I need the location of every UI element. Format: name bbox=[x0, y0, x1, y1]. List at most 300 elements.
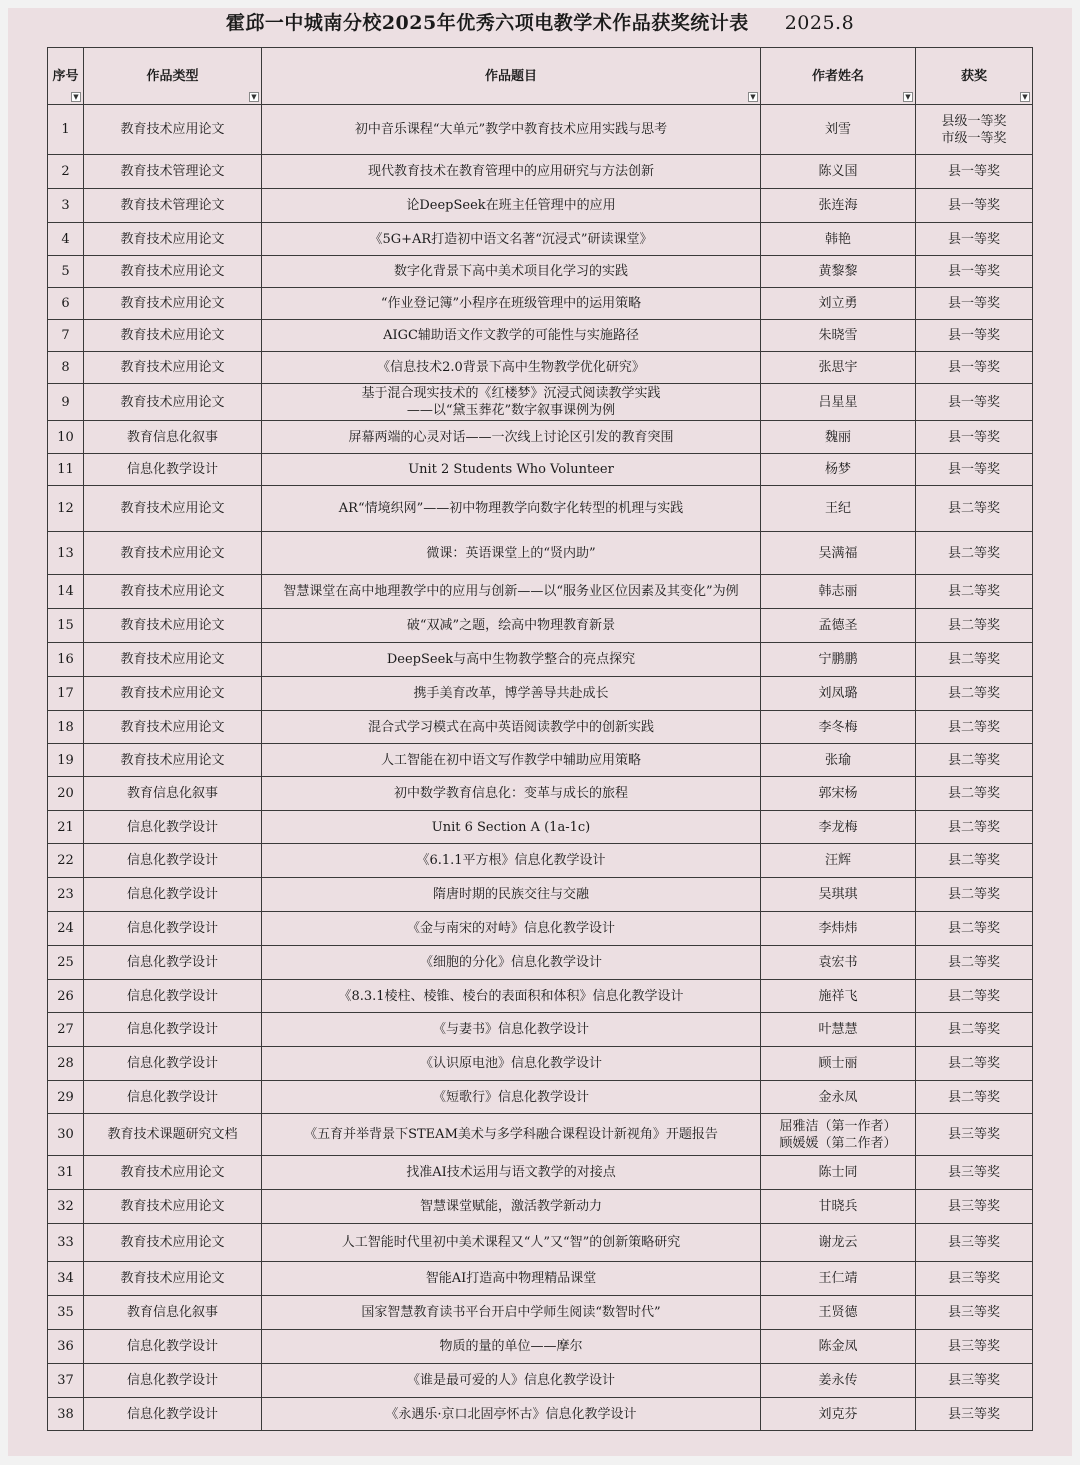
cell-award-line: 县二等奖 bbox=[947, 752, 1000, 768]
award-table bbox=[47, 47, 1033, 1431]
cell-title-line: Unit 6 Section A (1a-1c) bbox=[431, 819, 591, 835]
table-row bbox=[48, 454, 1033, 486]
cell-no[interactable]: 21 bbox=[48, 811, 84, 844]
cell-author-line: 刘凤璐 bbox=[818, 686, 858, 701]
cell-title-line: 数字化背景下高中美术项目化学习的实践 bbox=[393, 264, 628, 279]
cell-author-line: 孟德圣 bbox=[818, 618, 858, 633]
cell-author[interactable] bbox=[761, 189, 916, 223]
cell-title-line: 物质的量的单位——摩尔 bbox=[439, 1339, 583, 1354]
table-row bbox=[48, 223, 1033, 256]
cell-type[interactable]: 教育技术应用论文 bbox=[84, 711, 262, 744]
cell-type[interactable]: 信息化教学设计 bbox=[84, 811, 262, 844]
cell-author[interactable] bbox=[761, 1364, 916, 1398]
page-title bbox=[0, 8, 1080, 35]
table-row bbox=[48, 1224, 1033, 1262]
table-body bbox=[48, 105, 1033, 1431]
cell-type[interactable]: 教育技术应用论文 bbox=[84, 288, 262, 320]
cell-no[interactable]: 12 bbox=[48, 486, 84, 532]
cell-title-line: 初中音乐课程“大单元”教学中教育技术应用实践与思考 bbox=[354, 122, 668, 137]
cell-award-line: 县三等奖 bbox=[947, 1199, 1000, 1214]
cell-award[interactable] bbox=[916, 1190, 1033, 1224]
cell-no[interactable]: 3 bbox=[48, 189, 84, 223]
cell-title[interactable] bbox=[262, 878, 761, 912]
table-row bbox=[48, 609, 1033, 643]
cell-no[interactable]: 15 bbox=[48, 609, 84, 643]
cell-title-line: 屏幕两端的心灵对话——一次线上讨论区引发的教育突围 bbox=[348, 429, 674, 445]
cell-award[interactable] bbox=[916, 384, 1033, 421]
cell-title[interactable] bbox=[262, 1364, 761, 1398]
cell-award[interactable] bbox=[916, 1330, 1033, 1364]
cell-type[interactable]: 教育技术应用论文 bbox=[84, 1156, 262, 1190]
cell-award-line: 县二等奖 bbox=[947, 1089, 1000, 1105]
cell-award-line: 县二等奖 bbox=[947, 501, 1000, 516]
cell-award[interactable] bbox=[916, 256, 1033, 288]
cell-type[interactable]: 教育技术应用论文 bbox=[84, 1262, 262, 1296]
cell-type[interactable]: 教育技术应用论文 bbox=[84, 223, 262, 256]
cell-no[interactable]: 13 bbox=[48, 532, 84, 575]
cell-award-line: 县级一等奖 bbox=[941, 113, 1007, 129]
cell-no[interactable]: 31 bbox=[48, 1156, 84, 1190]
cell-no[interactable]: 18 bbox=[48, 711, 84, 744]
cell-title-line: 《8.3.1棱柱、棱锥、棱台的表面积和体积》信息化教学设计 bbox=[338, 988, 684, 1004]
filter-dropdown-icon[interactable]: ▼ bbox=[1020, 92, 1030, 102]
cell-title[interactable] bbox=[262, 1190, 761, 1224]
cell-author[interactable] bbox=[761, 878, 916, 912]
cell-author-line: 吕星星 bbox=[818, 394, 858, 410]
cell-author[interactable] bbox=[761, 1398, 916, 1431]
cell-no[interactable]: 6 bbox=[48, 288, 84, 320]
cell-no[interactable]: 8 bbox=[48, 352, 84, 384]
cell-no[interactable]: 22 bbox=[48, 844, 84, 878]
cell-award-line: 县一等奖 bbox=[947, 296, 1000, 311]
cell-title[interactable] bbox=[262, 643, 761, 677]
cell-title-line: 《5G+AR打造初中语文名著“沉浸式”研读课堂》 bbox=[369, 231, 653, 247]
cell-award-line: 县二等奖 bbox=[947, 786, 1000, 801]
cell-title[interactable] bbox=[262, 980, 761, 1013]
cell-title[interactable] bbox=[262, 1262, 761, 1296]
cell-award-line: 县一等奖 bbox=[947, 164, 1000, 179]
cell-award-line: 县二等奖 bbox=[947, 545, 1000, 561]
cell-title-line: 隋唐时期的民族交往与交融 bbox=[432, 887, 589, 902]
cell-no[interactable]: 30 bbox=[48, 1114, 84, 1156]
table-row bbox=[48, 105, 1033, 155]
cell-title-line: 智能AI打造高中物理精品课堂 bbox=[425, 1271, 597, 1286]
cell-award[interactable] bbox=[916, 486, 1033, 532]
cell-award-line: 县二等奖 bbox=[947, 819, 1000, 835]
cell-type[interactable]: 信息化教学设计 bbox=[84, 1081, 262, 1114]
cell-title[interactable] bbox=[262, 1047, 761, 1081]
cell-type[interactable]: 教育技术应用论文 bbox=[84, 575, 262, 609]
table-row bbox=[48, 486, 1033, 532]
cell-type[interactable]: 信息化教学设计 bbox=[84, 946, 262, 980]
cell-title[interactable] bbox=[262, 189, 761, 223]
cell-author-line: 李冬梅 bbox=[818, 719, 858, 735]
cell-award[interactable] bbox=[916, 288, 1033, 320]
cell-type[interactable]: 信息化教学设计 bbox=[84, 878, 262, 912]
cell-no[interactable]: 38 bbox=[48, 1398, 84, 1431]
cell-author[interactable] bbox=[761, 532, 916, 575]
cell-title[interactable] bbox=[262, 912, 761, 946]
cell-award[interactable] bbox=[916, 1398, 1033, 1431]
cell-type[interactable]: 教育信息化叙事 bbox=[84, 777, 262, 811]
cell-author[interactable] bbox=[761, 946, 916, 980]
cell-author-line: 袁宏书 bbox=[818, 955, 858, 970]
cell-author[interactable] bbox=[761, 421, 916, 454]
cell-title[interactable] bbox=[262, 677, 761, 711]
cell-award[interactable] bbox=[916, 844, 1033, 878]
cell-type[interactable]: 教育技术应用论文 bbox=[84, 486, 262, 532]
cell-award-line: 县一等奖 bbox=[947, 394, 1000, 410]
cell-title[interactable] bbox=[262, 105, 761, 155]
cell-title[interactable] bbox=[262, 744, 761, 777]
cell-author[interactable] bbox=[761, 811, 916, 844]
cell-author-line: 甘晓兵 bbox=[818, 1199, 858, 1214]
cell-author[interactable] bbox=[761, 980, 916, 1013]
cell-title[interactable] bbox=[262, 1224, 761, 1262]
cell-author[interactable] bbox=[761, 454, 916, 486]
cell-award[interactable] bbox=[916, 777, 1033, 811]
table-row bbox=[48, 946, 1033, 980]
cell-award[interactable] bbox=[916, 320, 1033, 352]
cell-no[interactable]: 37 bbox=[48, 1364, 84, 1398]
cell-award[interactable] bbox=[916, 421, 1033, 454]
cell-no[interactable]: 26 bbox=[48, 980, 84, 1013]
table-row bbox=[48, 1190, 1033, 1224]
cell-author[interactable] bbox=[761, 155, 916, 189]
cell-no[interactable]: 14 bbox=[48, 575, 84, 609]
cell-award[interactable] bbox=[916, 980, 1033, 1013]
cell-type[interactable]: 教育信息化叙事 bbox=[84, 1296, 262, 1330]
cell-award[interactable] bbox=[916, 532, 1033, 575]
cell-author[interactable] bbox=[761, 1047, 916, 1081]
cell-author[interactable] bbox=[761, 777, 916, 811]
col-header-type: 作品类型 ▼ bbox=[84, 48, 262, 105]
cell-author[interactable] bbox=[761, 223, 916, 256]
cell-award-line: 市级一等奖 bbox=[941, 130, 1007, 146]
cell-title-line: 《信息技术2.0背景下高中生物教学优化研究》 bbox=[377, 360, 645, 375]
cell-author-line: 朱晓雪 bbox=[818, 328, 858, 343]
cell-title-line: 携手美育改革，博学善导共赴成长 bbox=[413, 686, 609, 701]
cell-title[interactable] bbox=[262, 352, 761, 384]
table-row bbox=[48, 1364, 1033, 1398]
cell-author-line: 韩志丽 bbox=[818, 584, 858, 599]
cell-title[interactable] bbox=[262, 1330, 761, 1364]
col-header-title: 作品题目 ▼ bbox=[262, 48, 761, 105]
cell-title-line: AR“情境织网”——初中物理教学向数字化转型的机理与实践 bbox=[338, 501, 684, 516]
cell-author[interactable] bbox=[761, 105, 916, 155]
cell-award[interactable] bbox=[916, 575, 1033, 609]
table-row bbox=[48, 1156, 1033, 1190]
table-row bbox=[48, 421, 1033, 454]
table-row bbox=[48, 352, 1033, 384]
cell-author[interactable] bbox=[761, 1330, 916, 1364]
cell-no[interactable]: 4 bbox=[48, 223, 84, 256]
cell-title-line: 《金与南宋的对峙》信息化教学设计 bbox=[406, 921, 615, 936]
cell-title-line: 《永遇乐·京口北固亭怀古》信息化教学设计 bbox=[385, 1406, 637, 1422]
cell-title[interactable] bbox=[262, 421, 761, 454]
cell-no[interactable]: 32 bbox=[48, 1190, 84, 1224]
table-row bbox=[48, 288, 1033, 320]
table-row bbox=[48, 155, 1033, 189]
cell-title-line: 混合式学习模式在高中英语阅读教学中的创新实践 bbox=[367, 719, 654, 735]
cell-no[interactable]: 29 bbox=[48, 1081, 84, 1114]
cell-title[interactable] bbox=[262, 486, 761, 532]
cell-title[interactable] bbox=[262, 1081, 761, 1114]
cell-no[interactable]: 7 bbox=[48, 320, 84, 352]
cell-author-line: 杨梦 bbox=[824, 462, 851, 477]
cell-title[interactable] bbox=[262, 575, 761, 609]
cell-author[interactable] bbox=[761, 609, 916, 643]
cell-award[interactable] bbox=[916, 912, 1033, 946]
table-row bbox=[48, 320, 1033, 352]
cell-no[interactable]: 5 bbox=[48, 256, 84, 288]
cell-title[interactable] bbox=[262, 1114, 761, 1156]
cell-award[interactable] bbox=[916, 155, 1033, 189]
cell-title[interactable] bbox=[262, 609, 761, 643]
cell-title[interactable] bbox=[262, 777, 761, 811]
cell-no[interactable]: 16 bbox=[48, 643, 84, 677]
cell-author-line: 谢龙云 bbox=[818, 1235, 858, 1250]
cell-title[interactable] bbox=[262, 454, 761, 486]
cell-type[interactable]: 教育技术应用论文 bbox=[84, 256, 262, 288]
cell-author[interactable] bbox=[761, 1013, 916, 1047]
cell-no[interactable]: 10 bbox=[48, 421, 84, 454]
cell-title-line: 智慧课堂在高中地理教学中的应用与创新——以“服务业区位因素及其变化”为例 bbox=[283, 584, 739, 599]
cell-author-line: 吴满福 bbox=[818, 545, 858, 561]
cell-type[interactable]: 教育技术应用论文 bbox=[84, 643, 262, 677]
cell-no[interactable]: 24 bbox=[48, 912, 84, 946]
cell-type[interactable]: 教育技术应用论文 bbox=[84, 352, 262, 384]
cell-author[interactable] bbox=[761, 677, 916, 711]
cell-title-line: 《五育并举背景下STEAM美术与多学科融合课程设计新视角》开题报告 bbox=[304, 1127, 718, 1142]
cell-type[interactable]: 信息化教学设计 bbox=[84, 1013, 262, 1047]
cell-title[interactable] bbox=[262, 811, 761, 844]
cell-award[interactable] bbox=[916, 189, 1033, 223]
cell-title[interactable] bbox=[262, 946, 761, 980]
table-row bbox=[48, 711, 1033, 744]
filter-dropdown-icon[interactable]: ▼ bbox=[903, 92, 913, 102]
cell-type[interactable]: 教育技术管理论文 bbox=[84, 189, 262, 223]
cell-award-line: 县二等奖 bbox=[947, 618, 1000, 633]
cell-award-line: 县三等奖 bbox=[947, 1406, 1000, 1422]
cell-award[interactable] bbox=[916, 352, 1033, 384]
cell-author-line: 陈义国 bbox=[818, 164, 858, 179]
cell-type[interactable]: 教育技术管理论文 bbox=[84, 155, 262, 189]
cell-award[interactable] bbox=[916, 454, 1033, 486]
cell-no[interactable]: 35 bbox=[48, 1296, 84, 1330]
cell-author-line: 黄黎黎 bbox=[818, 264, 858, 279]
table-row bbox=[48, 1398, 1033, 1431]
cell-no[interactable]: 33 bbox=[48, 1224, 84, 1262]
cell-author-line: 宁鹏鹏 bbox=[818, 652, 858, 667]
cell-title-line: 《短歌行》信息化教学设计 bbox=[432, 1089, 589, 1105]
cell-author[interactable] bbox=[761, 575, 916, 609]
filter-dropdown-icon[interactable]: ▼ bbox=[249, 92, 259, 102]
cell-title[interactable] bbox=[262, 223, 761, 256]
cell-title[interactable] bbox=[262, 1013, 761, 1047]
cell-type[interactable]: 教育技术应用论文 bbox=[84, 1190, 262, 1224]
cell-award-line: 县二等奖 bbox=[947, 652, 1000, 667]
table-row bbox=[48, 256, 1033, 288]
cell-title[interactable] bbox=[262, 288, 761, 320]
cell-award[interactable] bbox=[916, 105, 1033, 155]
cell-author[interactable] bbox=[761, 288, 916, 320]
cell-type[interactable]: 教育信息化叙事 bbox=[84, 421, 262, 454]
cell-no[interactable]: 23 bbox=[48, 878, 84, 912]
cell-no[interactable]: 1 bbox=[48, 105, 84, 155]
cell-type[interactable]: 教育技术应用论文 bbox=[84, 677, 262, 711]
cell-award[interactable] bbox=[916, 946, 1033, 980]
table-row bbox=[48, 1262, 1033, 1296]
cell-type[interactable]: 信息化教学设计 bbox=[84, 912, 262, 946]
cell-no[interactable]: 36 bbox=[48, 1330, 84, 1364]
cell-author[interactable] bbox=[761, 1224, 916, 1262]
cell-title[interactable] bbox=[262, 1156, 761, 1190]
cell-award[interactable] bbox=[916, 744, 1033, 777]
cell-title[interactable] bbox=[262, 256, 761, 288]
cell-no[interactable]: 2 bbox=[48, 155, 84, 189]
cell-no[interactable]: 34 bbox=[48, 1262, 84, 1296]
cell-author-line: 叶慧慧 bbox=[818, 1022, 858, 1037]
cell-award-line: 县三等奖 bbox=[947, 1373, 1000, 1388]
cell-no[interactable]: 25 bbox=[48, 946, 84, 980]
cell-award-line: 县一等奖 bbox=[947, 360, 1000, 375]
cell-author[interactable] bbox=[761, 711, 916, 744]
table-row bbox=[48, 189, 1033, 223]
filter-dropdown-icon[interactable]: ▼ bbox=[71, 92, 81, 102]
cell-author[interactable] bbox=[761, 352, 916, 384]
table-row bbox=[48, 811, 1033, 844]
table-row bbox=[48, 912, 1033, 946]
cell-type[interactable]: 教育技术应用论文 bbox=[84, 609, 262, 643]
cell-author[interactable] bbox=[761, 384, 916, 421]
cell-type[interactable]: 信息化教学设计 bbox=[84, 844, 262, 878]
cell-type[interactable]: 信息化教学设计 bbox=[84, 1047, 262, 1081]
cell-type[interactable]: 教育技术应用论文 bbox=[84, 1224, 262, 1262]
cell-author[interactable] bbox=[761, 912, 916, 946]
cell-author-line: 王仁靖 bbox=[818, 1271, 858, 1286]
cell-no[interactable]: 19 bbox=[48, 744, 84, 777]
table-row bbox=[48, 532, 1033, 575]
cell-title-line: 《细胞的分化》信息化教学设计 bbox=[419, 955, 602, 970]
cell-award-line: 县二等奖 bbox=[947, 921, 1000, 936]
cell-author[interactable] bbox=[761, 643, 916, 677]
cell-title-line: 人工智能在初中语文写作教学中辅助应用策略 bbox=[380, 752, 641, 768]
cell-type[interactable]: 教育技术应用论文 bbox=[84, 744, 262, 777]
cell-author[interactable] bbox=[761, 1114, 916, 1156]
table-row bbox=[48, 777, 1033, 811]
cell-award-line: 县二等奖 bbox=[947, 1022, 1000, 1037]
cell-type[interactable]: 信息化教学设计 bbox=[84, 1330, 262, 1364]
cell-author[interactable] bbox=[761, 1190, 916, 1224]
cell-author[interactable] bbox=[761, 320, 916, 352]
cell-type[interactable]: 教育技术应用论文 bbox=[84, 105, 262, 155]
cell-award-line: 县二等奖 bbox=[947, 584, 1000, 599]
cell-author-line: 韩艳 bbox=[824, 231, 851, 247]
col-header-author: 作者姓名 ▼ bbox=[761, 48, 916, 105]
cell-author-line: 顾媛媛（第二作者） bbox=[779, 1135, 897, 1151]
cell-title[interactable] bbox=[262, 384, 761, 421]
cell-award[interactable] bbox=[916, 878, 1033, 912]
cell-award[interactable] bbox=[916, 643, 1033, 677]
cell-award-line: 县三等奖 bbox=[947, 1165, 1000, 1180]
cell-award[interactable] bbox=[916, 1224, 1033, 1262]
table-row bbox=[48, 1330, 1033, 1364]
cell-award[interactable] bbox=[916, 1296, 1033, 1330]
cell-title-line: 《谁是最可爱的人》信息化教学设计 bbox=[406, 1373, 615, 1388]
cell-award[interactable] bbox=[916, 1081, 1033, 1114]
cell-award[interactable] bbox=[916, 1013, 1033, 1047]
cell-author[interactable] bbox=[761, 844, 916, 878]
cell-award[interactable] bbox=[916, 1364, 1033, 1398]
cell-type[interactable]: 教育技术课题研究文档 bbox=[84, 1114, 262, 1156]
cell-title-line: 论DeepSeek在班主任管理中的应用 bbox=[406, 198, 616, 213]
cell-author-line: 姜永传 bbox=[818, 1373, 858, 1388]
cell-author[interactable] bbox=[761, 1296, 916, 1330]
cell-author[interactable] bbox=[761, 1156, 916, 1190]
cell-award-line: 县三等奖 bbox=[947, 1235, 1000, 1250]
cell-author[interactable] bbox=[761, 744, 916, 777]
cell-award-line: 县三等奖 bbox=[947, 1127, 1000, 1142]
cell-type[interactable]: 教育技术应用论文 bbox=[84, 320, 262, 352]
cell-title[interactable] bbox=[262, 844, 761, 878]
cell-type[interactable]: 信息化教学设计 bbox=[84, 454, 262, 486]
filter-dropdown-icon[interactable]: ▼ bbox=[748, 92, 758, 102]
cell-award-line: 县三等奖 bbox=[947, 1305, 1000, 1320]
cell-award[interactable] bbox=[916, 1262, 1033, 1296]
cell-type[interactable]: 教育技术应用论文 bbox=[84, 384, 262, 421]
cell-author-line: 金永凤 bbox=[818, 1089, 858, 1105]
cell-no[interactable]: 20 bbox=[48, 777, 84, 811]
cell-award[interactable] bbox=[916, 677, 1033, 711]
cell-award[interactable] bbox=[916, 1156, 1033, 1190]
cell-award[interactable] bbox=[916, 811, 1033, 844]
cell-type[interactable]: 信息化教学设计 bbox=[84, 1398, 262, 1431]
cell-award-line: 县一等奖 bbox=[947, 231, 1000, 247]
cell-title[interactable] bbox=[262, 1398, 761, 1431]
cell-award[interactable] bbox=[916, 1114, 1033, 1156]
table-row bbox=[48, 1296, 1033, 1330]
cell-title-line: 基于混合现实技术的《红楼梦》沉浸式阅读教学实践 bbox=[361, 386, 661, 401]
cell-type[interactable]: 教育技术应用论文 bbox=[84, 532, 262, 575]
cell-author[interactable] bbox=[761, 486, 916, 532]
cell-award[interactable] bbox=[916, 711, 1033, 744]
cell-award[interactable] bbox=[916, 223, 1033, 256]
cell-author[interactable] bbox=[761, 1081, 916, 1114]
title-date: 2025.8 bbox=[784, 12, 855, 34]
cell-title[interactable] bbox=[262, 532, 761, 575]
cell-title[interactable] bbox=[262, 1296, 761, 1330]
cell-no[interactable]: 17 bbox=[48, 677, 84, 711]
cell-award[interactable] bbox=[916, 609, 1033, 643]
cell-no[interactable]: 11 bbox=[48, 454, 84, 486]
table-row bbox=[48, 677, 1033, 711]
cell-title-line: 破“双减”之题，绘高中物理教育新景 bbox=[406, 618, 616, 633]
cell-no[interactable]: 9 bbox=[48, 384, 84, 421]
cell-title[interactable] bbox=[262, 320, 761, 352]
cell-type[interactable]: 信息化教学设计 bbox=[84, 1364, 262, 1398]
cell-award[interactable] bbox=[916, 1047, 1033, 1081]
cell-no[interactable]: 27 bbox=[48, 1013, 84, 1047]
cell-title[interactable] bbox=[262, 711, 761, 744]
table-row bbox=[48, 744, 1033, 777]
cell-author[interactable] bbox=[761, 1262, 916, 1296]
cell-title[interactable] bbox=[262, 155, 761, 189]
cell-author[interactable] bbox=[761, 256, 916, 288]
cell-author-line: 郭宋杨 bbox=[818, 786, 858, 801]
cell-type[interactable]: 信息化教学设计 bbox=[84, 980, 262, 1013]
cell-no[interactable]: 28 bbox=[48, 1047, 84, 1081]
